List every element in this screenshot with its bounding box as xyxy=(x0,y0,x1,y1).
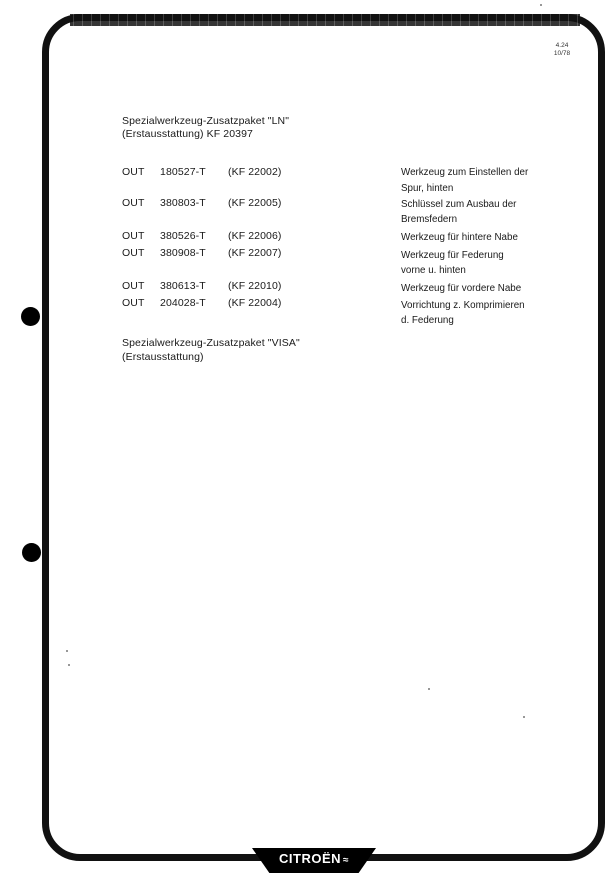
punch-hole-bottom xyxy=(22,543,41,562)
tool-number: 180527-T xyxy=(160,166,206,178)
description-line: Spur, hinten xyxy=(401,183,454,194)
description-line: Werkzeug zum Einstellen der xyxy=(401,167,529,178)
brand-name: CITROËN xyxy=(279,851,341,866)
section-ln-title: Spezialwerkzeug-Zusatzpaket "LN" xyxy=(122,115,290,127)
tool-prefix: OUT xyxy=(122,247,145,259)
section-visa-subtitle: (Erstausstattung) xyxy=(122,351,204,363)
description-line: Schlüssel zum Ausbau der xyxy=(401,199,517,210)
scan-speck xyxy=(66,650,68,652)
scan-speck xyxy=(428,688,430,690)
scan-speck xyxy=(68,664,70,666)
tool-prefix: OUT xyxy=(122,230,145,242)
description-line: Werkzeug für vordere Nabe xyxy=(401,283,522,294)
tool-prefix: OUT xyxy=(122,166,145,178)
scan-speck xyxy=(540,4,542,6)
punch-hole-top xyxy=(21,307,40,326)
section-ln-subtitle: (Erstausstattung) KF 20397 xyxy=(122,128,253,140)
tool-number: 380526-T xyxy=(160,230,206,242)
page-code xyxy=(548,42,576,58)
page-number: 4.24 xyxy=(555,42,569,49)
tool-ref: (KF 22010) xyxy=(228,280,282,292)
tool-prefix: OUT xyxy=(122,197,145,209)
scan-speck xyxy=(523,716,525,718)
tool-number: 380908-T xyxy=(160,247,206,259)
tool-ref: (KF 22002) xyxy=(228,166,282,178)
description-line: Werkzeug für hintere Nabe xyxy=(401,232,518,243)
tool-number: 380803-T xyxy=(160,197,206,209)
description-line: vorne u. hinten xyxy=(401,265,466,276)
section-visa-title: Spezialwerkzeug-Zusatzpaket "VISA" xyxy=(122,337,300,349)
description-line: d. Federung xyxy=(401,315,454,326)
tool-ref: (KF 22004) xyxy=(228,297,282,309)
tool-ref: (KF 22005) xyxy=(228,197,282,209)
frame-top-edge xyxy=(70,14,580,26)
double-chevron-icon: ≈ xyxy=(343,855,349,866)
tool-ref: (KF 22007) xyxy=(228,247,282,259)
tool-number: 380613-T xyxy=(160,280,206,292)
description-line: Werkzeug für Federung xyxy=(401,250,504,261)
tool-ref: (KF 22006) xyxy=(228,230,282,242)
description-line: Bremsfedern xyxy=(401,214,458,225)
page-border-frame xyxy=(42,14,605,861)
tool-number: 204028-T xyxy=(160,297,206,309)
page-date: 10/78 xyxy=(553,50,571,57)
description-line: Vorrichtung z. Komprimieren xyxy=(401,300,525,311)
citroen-logo xyxy=(252,851,376,866)
tool-prefix: OUT xyxy=(122,280,145,292)
tool-prefix: OUT xyxy=(122,297,145,309)
